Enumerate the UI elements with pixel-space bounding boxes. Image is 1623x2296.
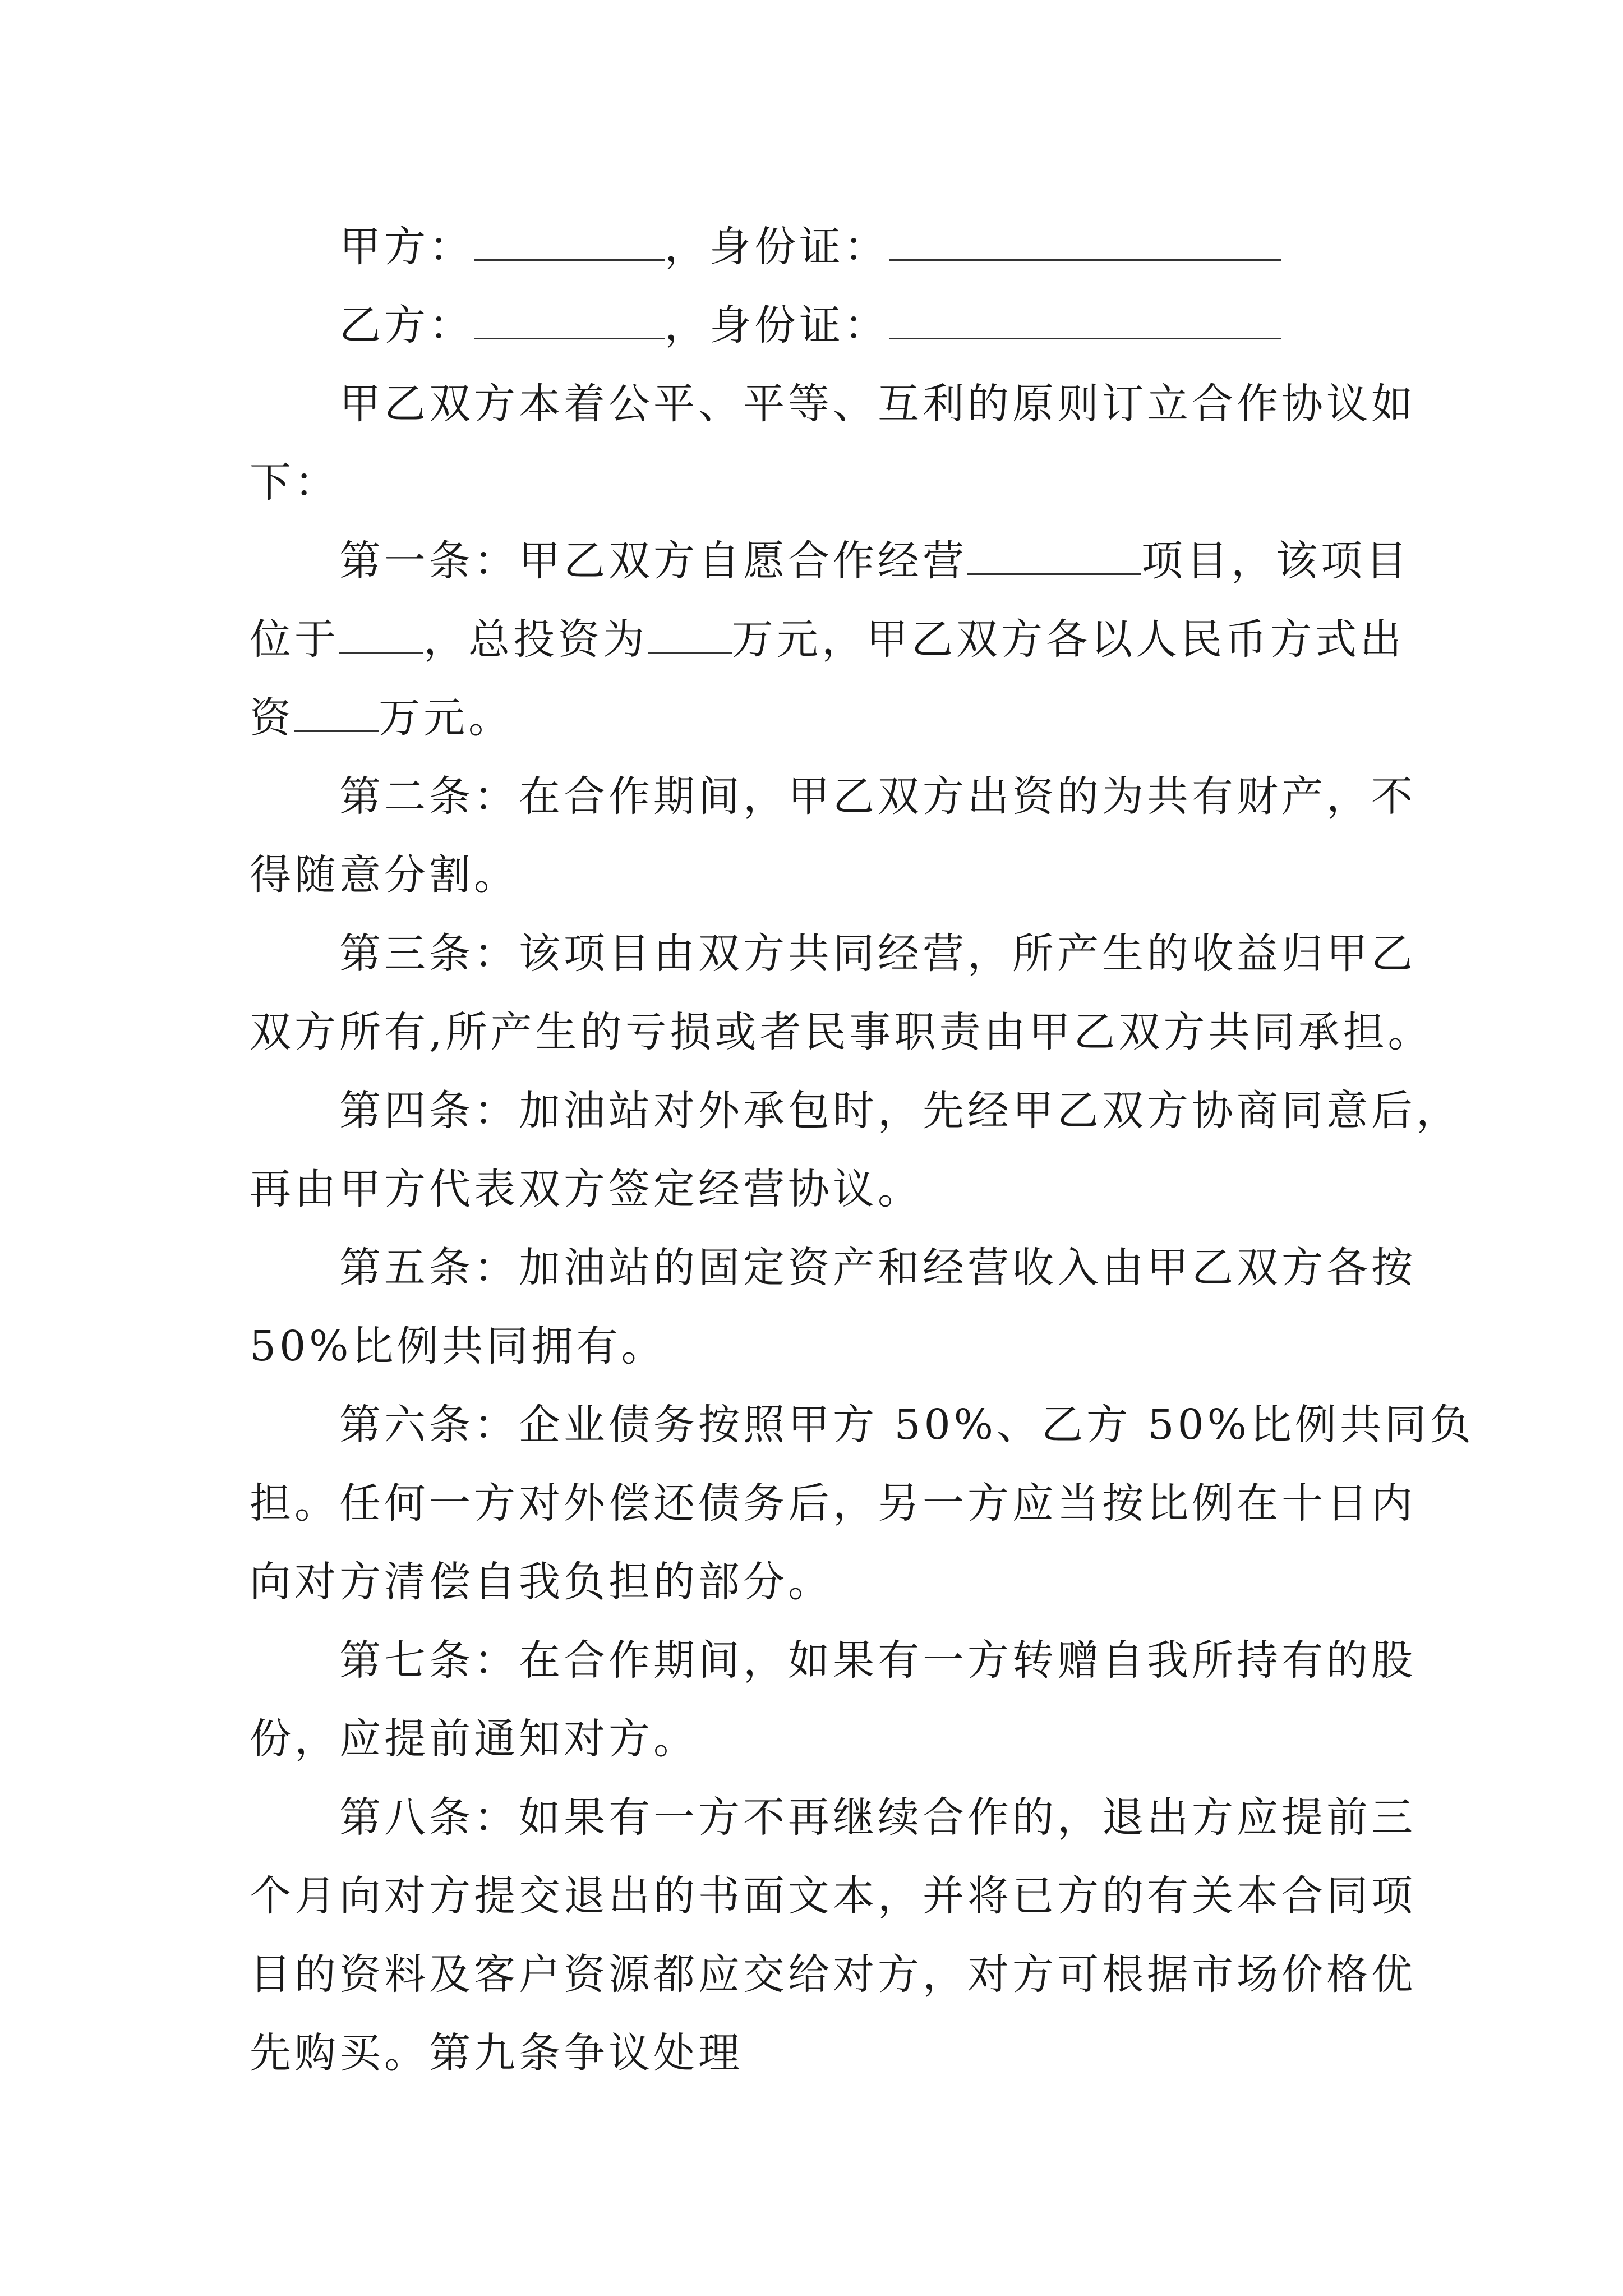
article-8-line-1: 第八条：如果有一方不再继续合作的，退出方应提前三 — [339, 1793, 1416, 1842]
total-investment-blank — [648, 618, 732, 654]
article-4-line-1: 第四条：加油站对外承包时，先经甲乙双方协商同意后， — [339, 1087, 1461, 1135]
article-3-line-2: 双方所有,所产生的亏损或者民事职责由甲乙双方共同承担。 — [250, 1008, 1433, 1056]
party-b-name-blank — [474, 304, 665, 339]
article-1-line-3 — [250, 673, 513, 763]
project-name-blank — [967, 540, 1141, 575]
article-1-line-2 — [250, 595, 1405, 684]
article-5-line-2: 50%比例共同拥有。 — [250, 1322, 666, 1370]
location-blank — [339, 618, 423, 654]
party-a-name-blank — [474, 226, 665, 261]
contribution-blank — [294, 697, 379, 732]
article-1-text-b: 项目，该项目 — [1141, 537, 1410, 585]
article-3-line-1: 第三条：该项目由双方共同经营，所产生的收益归甲乙 — [339, 930, 1416, 978]
article-8-line-3: 目的资料及客户资源都应交给对方，对方可根据市场价格优 — [250, 1950, 1416, 1999]
article-4-line-2: 再由甲方代表双方签定经营协议。 — [250, 1165, 923, 1213]
article-1-text-a: 第一条：甲乙双方自愿合作经营 — [339, 537, 967, 585]
article-8-line-2: 个月向对方提交退出的书面文本，并将已方的有关本合同项 — [250, 1872, 1416, 1920]
article-1-text-f: 资 — [250, 694, 294, 742]
article-1-text-c: 位于 — [250, 615, 339, 664]
party-a-label: 甲方： — [339, 223, 474, 271]
article-1-line-1 — [339, 516, 1410, 606]
article-6-line-3: 向对方清偿自我负担的部分。 — [250, 1558, 833, 1606]
article-1-text-e: 万元，甲乙双方各以人民币方式出 — [732, 615, 1405, 664]
party-a-id-blank — [889, 226, 1281, 261]
preamble-line-1: 甲乙双方本着公平、平等、互利的原则订立合作协议如 — [339, 380, 1416, 428]
article-6-line-1: 第六条：企业债务按照甲方 50%、乙方 50%比例共同负 — [339, 1401, 1474, 1449]
party-b-id-label: ，身份证： — [665, 301, 889, 349]
article-8-line-4: 先购买。第九条争议处理 — [250, 2029, 743, 2077]
article-6-line-2: 担。任何一方对外偿还债务后，另一方应当按比例在十日内 — [250, 1479, 1416, 1527]
article-5-line-1: 第五条：加油站的固定资产和经营收入由甲乙双方各按 — [339, 1244, 1416, 1292]
article-1-text-g: 万元。 — [379, 694, 513, 742]
article-1-text-d: ，总投资为 — [423, 615, 648, 664]
party-b-id-blank — [889, 304, 1281, 339]
party-b-line — [339, 280, 1281, 370]
preamble-line-2: 下： — [250, 458, 339, 507]
article-7-line-1: 第七条：在合作期间，如果有一方转赠自我所持有的股 — [339, 1636, 1416, 1685]
article-2-line-1: 第二条：在合作期间，甲乙双方出资的为共有财产，不 — [339, 772, 1416, 821]
article-7-line-2: 份，应提前通知对方。 — [250, 1715, 698, 1763]
article-2-line-2: 得随意分割。 — [250, 851, 519, 899]
party-b-label: 乙方： — [339, 301, 474, 349]
party-a-line — [339, 202, 1281, 292]
party-a-id-label: ，身份证： — [665, 223, 889, 271]
